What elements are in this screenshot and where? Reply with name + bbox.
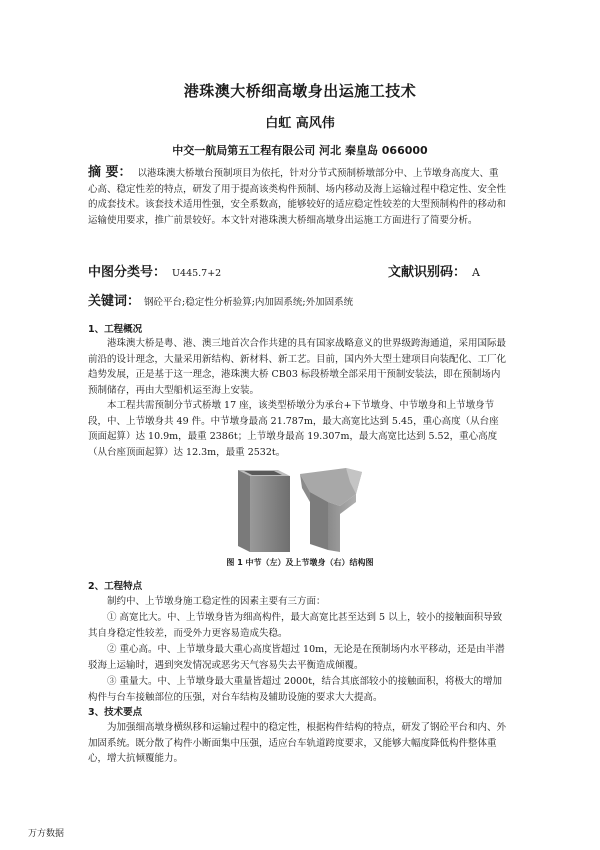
paper-authors: 白虹 高风伟 <box>265 116 335 131</box>
upper-pier-segment-drawing <box>300 468 362 552</box>
pier-figure <box>150 462 450 554</box>
section-1-paragraph-2: 本工程共需预制分节式桥墩 17 座，该类型桥墩分为承台+下节墩身、中节墩身和上节墩身节段，中、上节墩身共 49 件。中节墩身最高 21.787m，最大高宽比达到 5.45，重心高度（从台座顶面起算）达 10.9m，最重 2386t；上节墩身最高 19.307m，最大高宽比达到 5.52，重心高度（从台座顶面起算）达 12.3m，最重 2532t。 <box>88 400 499 458</box>
keywords-label: 关键词： <box>88 294 141 309</box>
clc-label: 中图分类号： <box>88 265 167 280</box>
figure-caption: 图 1 中节（左）及上节墩身（右）结构图 <box>226 558 374 567</box>
abstract-text: 以港珠澳大桥墩台预制项目为依托，针对分节式预制桥墩部分中、上节墩身高度大、重心高、稳定性差的特点，研发了用于提高该类构件预制、场内移动及海上运输过程中稳定性、安全性的成套技术。该套技术适用性强，安全系数高，能够较好的适应稳定性较差的大型预制构件的移动和运输使用要求，推广前景较好。本文针对港珠澳大桥细高墩身出运施工方面进行了简要分析。 <box>88 168 507 226</box>
abstract-block <box>88 165 508 228</box>
paper-affiliation: 中交一航局第五工程有限公司 河北 秦皇岛 066000 <box>172 144 428 157</box>
section-1-paragraph-1: 港珠澳大桥是粤、港、澳三地首次合作共建的具有国家战略意义的世界级跨海通道，采用国际最前沿的设计理念，大量采用新结构、新材料、新工艺。目前，国内外大型土建项目向装配化、工厂化趋势发展，正是基于这一理念，港珠澳大桥 CB03 标段桥墩全部采用干预制安装法，即在预制场内预制储存，再由大型船机运至海上安装。 <box>88 338 507 396</box>
classification-row <box>88 261 508 283</box>
keywords-row <box>88 290 508 309</box>
section-2-heading: 2、工程特点 <box>88 581 143 592</box>
clc-value: U445.7+2 <box>172 268 222 279</box>
section-2-point-1: ① 高宽比大。中、上节墩身皆为细高构件，最大高宽比甚至达到 5 以上，较小的接触面积导致其自身稳定性较差，而受外力更容易造成失稳。 <box>88 612 503 639</box>
section-2-point-2: ② 重心高。中、上节墩身最大重心高度皆超过 10m，无论是在预制场内水平移动，还是由半潜驳海上运输时，遇到突发情况或恶劣天气容易失去平衡造成倾覆。 <box>88 644 505 671</box>
doc-code-label: 文献识别码： <box>388 265 467 280</box>
middle-pier-segment-drawing <box>238 470 290 552</box>
section-2-intro: 制约中、上节墩身施工稳定性的因素主要有三方面： <box>107 596 326 607</box>
section-2-point-3: ③ 重量大。中、上节墩身最大重量皆超过 2000t，结合其底部较小的接触面积，将极大的增加构件与台车接触部位的压强，对台车结构及辅助设施的要求大大提高。 <box>88 676 503 703</box>
abstract-label: 摘 要： <box>88 165 132 180</box>
keywords-value: 钢砼平台;稳定性分析验算;内加固系统;外加固系统 <box>144 297 354 308</box>
doc-code-value: A <box>472 266 480 279</box>
paper-title: 港珠澳大桥细高墩身出运施工技术 <box>183 82 417 100</box>
section-3-paragraph-1: 为加强细高墩身横纵移和运输过程中的稳定性，根据构件结构的特点，研发了钢砼平台和内、外加固系统。既分散了构件小断面集中压强，适应台车轨道跨度要求，又能够大幅度降低构件整体重心，增大抗倾覆能力。 <box>88 722 507 764</box>
doc-code-block <box>388 261 480 280</box>
section-1-heading: 1、工程概况 <box>88 324 143 335</box>
footer-watermark: 万方数据 <box>28 829 65 839</box>
section-3-heading: 3、技术要点 <box>88 707 143 718</box>
